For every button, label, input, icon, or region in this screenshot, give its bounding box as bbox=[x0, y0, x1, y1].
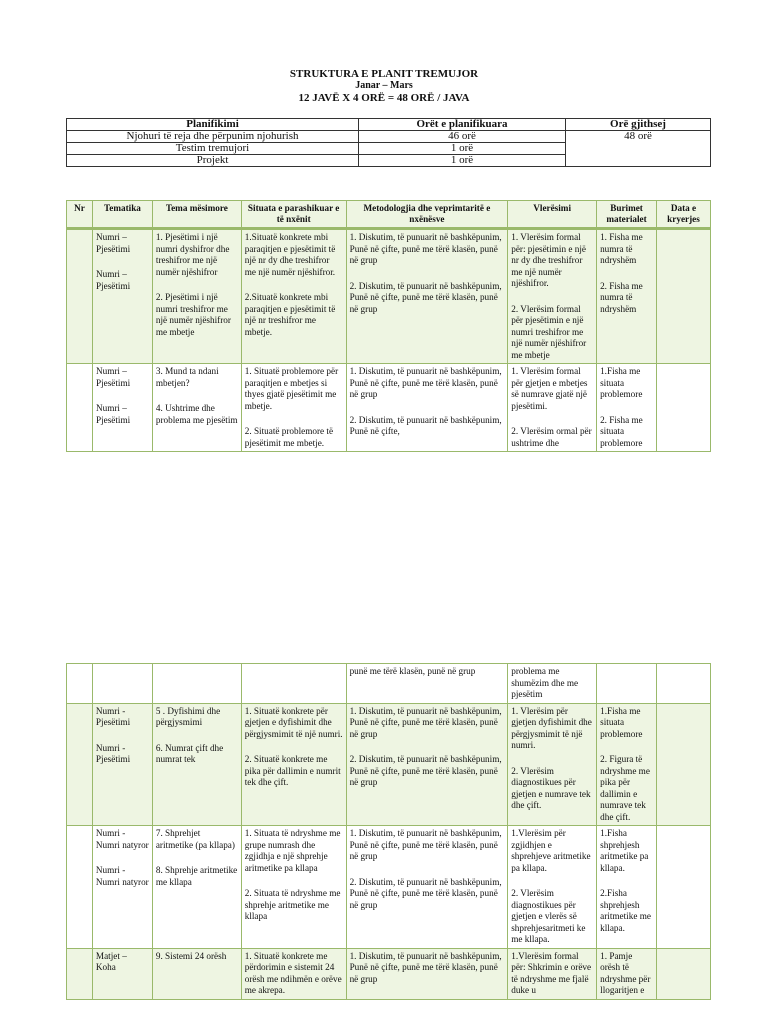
cell-text: Numri - Numri natyror bbox=[95, 828, 149, 850]
cell-tematika bbox=[92, 364, 152, 452]
table-row bbox=[67, 948, 711, 999]
cell-vleresimi bbox=[508, 703, 597, 826]
cell-nr bbox=[67, 229, 93, 364]
cell-text: 2.Situatë konkrete mbi paraqitjen e pjesëtimit të një nr treshifror me mbetje. bbox=[244, 292, 336, 337]
table-row bbox=[67, 229, 711, 364]
cell-text: 6. Numrat çift dhe numrat tek bbox=[155, 742, 224, 764]
cell-text: Numri - Pjesëtimi bbox=[95, 705, 131, 727]
cell-vleresimi bbox=[508, 364, 597, 452]
cell-text: Numri - Numri natyror bbox=[95, 865, 149, 887]
cell-text: punë me tërë klasën, punë në grup bbox=[349, 666, 476, 676]
plan-row-hours: 46 orë bbox=[359, 131, 566, 143]
cell-text: 1. Diskutim, të punuarit në bashkëpunim, Punë në çifte, punë me tërë klasën, punë në grup bbox=[349, 828, 502, 861]
cell-metodologjia bbox=[346, 826, 508, 949]
plan-header-hours: Orët e planifikuara bbox=[359, 119, 566, 131]
cell-text: 1. Situatë konkrete për gjetjen e dyfishimit dhe përgjysmimit të një numri. bbox=[244, 705, 343, 739]
cell-data bbox=[657, 948, 711, 999]
cell-text: 5 . Dyfishimi dhe përgjysmimi bbox=[155, 705, 221, 727]
table-row bbox=[67, 826, 711, 949]
cell-text: 2. Diskutim, të punuarit në bashkëpunim, Punë në çifte, punë me tërë klasën, punë në grup bbox=[349, 280, 502, 314]
cell-text: 1. Situatë problemore për paraqitjen e mbetjes si thyes gjatë pjesëtimit me mbetje. bbox=[244, 366, 339, 411]
plan-header-total: Orë gjithsej bbox=[566, 119, 711, 131]
cell-text: 2. Figura të ndryshme me pika për dallimin e numrave tek dhe çift. bbox=[600, 754, 650, 822]
table-row bbox=[67, 364, 711, 452]
table-row bbox=[67, 664, 711, 704]
col-header-metodologjia: Metodologjia dhe veprimtaritë e nxënësve bbox=[346, 201, 508, 229]
col-header-tema: Tema mësimore bbox=[152, 201, 241, 229]
plan-header-planning: Planifikimi bbox=[67, 119, 359, 131]
cell-metodologjia bbox=[346, 948, 508, 999]
cell-text: 7. Shprehjet aritmetike (pa kllapa) bbox=[155, 828, 235, 850]
cell-text: 1.Situatë konkrete mbi paraqitjen e pjesëtimit të një nr dy dhe treshifror me një numër njëshifror. bbox=[244, 232, 336, 277]
cell-burimet bbox=[597, 664, 657, 704]
cell-text: 2.Fisha shprehjesh aritmetike me kllapa. bbox=[600, 888, 651, 933]
cell-nr bbox=[67, 826, 93, 949]
title-line-1: STRUKTURA E PLANIT TREMUJOR bbox=[289, 68, 479, 80]
cell-data bbox=[657, 703, 711, 826]
table-row bbox=[67, 703, 711, 826]
cell-tema bbox=[152, 364, 241, 452]
col-header-data: Data e kryerjes bbox=[657, 201, 711, 229]
plan-row-label: Projekt bbox=[67, 155, 359, 167]
cell-text: 3. Mund ta ndani mbetjen? bbox=[155, 366, 219, 388]
cell-text: 1.Fisha me situata problemore bbox=[600, 705, 643, 739]
cell-tematika bbox=[92, 826, 152, 949]
lesson-table-part-2 bbox=[66, 663, 711, 1000]
plan-total: 48 orë bbox=[566, 131, 711, 167]
cell-metodologjia bbox=[346, 229, 508, 364]
cell-nr bbox=[67, 664, 93, 704]
cell-tema bbox=[152, 229, 241, 364]
cell-data bbox=[657, 229, 711, 364]
cell-text: 1. Situatë konkrete me përdorimin e sistemit 24 orësh me ndihmën e orëve me akrepa. bbox=[244, 950, 342, 995]
cell-text: 1. Diskutim, të punuarit në bashkëpunim, Punë në çifte, punë me tërë klasën, punë në grup bbox=[349, 232, 502, 265]
cell-text: Numri – Pjesëtimi bbox=[95, 366, 131, 388]
plan-row-label: Testim tremujori bbox=[67, 143, 359, 155]
cell-tematika bbox=[92, 229, 152, 364]
cell-metodologjia bbox=[346, 364, 508, 452]
cell-tema bbox=[152, 948, 241, 999]
cell-vleresimi bbox=[508, 948, 597, 999]
cell-text: 1. Situata të ndryshme me grupe numrash dhe zgjidhja e një shprehje aritmetike pa kllapa bbox=[244, 828, 341, 873]
cell-text: 1. Diskutim, të punuarit në bashkëpunim, Punë në çifte, punë me tërë klasën, punë në grup bbox=[349, 705, 502, 739]
cell-text: 2. Vlerësim ormal për ushtrime dhe bbox=[511, 426, 592, 448]
cell-text: 2. Vlerësim formal për pjesëtimin e një numri treshifror me një numër njëshifror me mbetje bbox=[511, 303, 587, 360]
cell-text: Numri – Pjesëtimi bbox=[95, 232, 131, 254]
cell-text: Numri – Pjesëtimi bbox=[95, 269, 131, 291]
cell-text: 1.Fisha shprehjesh aritmetike pa kllapa. bbox=[600, 828, 649, 873]
cell-text: 1.Vlerësim formal për: Shkrimin e orëve të ndryshme me fjalë duke u bbox=[511, 950, 592, 995]
col-header-nr: Nr bbox=[67, 201, 93, 229]
cell-text: 1. Vlerësim formal për gjetjen e mbetjes së numrave gjatë një pjesëtimi. bbox=[511, 366, 588, 411]
cell-metodologjia bbox=[346, 664, 508, 704]
cell-text: Numri – Pjesëtimi bbox=[95, 403, 131, 425]
cell-text: 1. Diskutim, të punuarit në bashkëpunim, Punë në çifte, punë me tërë klasën, punë në grup bbox=[349, 950, 502, 984]
cell-text: 2. Diskutim, të punuarit në bashkëpunim, Punë në çifte, punë me tërë klasën, punë në grup bbox=[349, 754, 502, 787]
cell-text: 2. Vlerësim diagnostikues për gjetjen e vlerës së shprehjesaritmeti ke me kllapa. bbox=[511, 888, 586, 944]
title-line-2: Janar – Mars bbox=[355, 80, 413, 91]
cell-text: 2. Pjesëtimi i një numri treshifror me një numër njëshifror me mbetje bbox=[155, 292, 231, 337]
cell-tema bbox=[152, 703, 241, 826]
lesson-table-part-1 bbox=[66, 200, 711, 452]
cell-nr bbox=[67, 364, 93, 452]
document-title bbox=[0, 68, 768, 104]
plan-row-label: Njohuri të reja dhe përpunim njohurish bbox=[67, 131, 359, 143]
col-header-situata: Situata e parashikuar e të nxënit bbox=[241, 201, 346, 229]
cell-burimet bbox=[597, 229, 657, 364]
cell-text: 2. Diskutim, të punuarit në bashkëpunim, Punë në çifte, punë me tërë klasën, punë në grup bbox=[349, 876, 502, 910]
cell-nr bbox=[67, 703, 93, 826]
cell-vleresimi bbox=[508, 229, 597, 364]
cell-text: 2. Diskutim, të punuarit në bashkëpunim, Punë në çifte, bbox=[349, 414, 502, 436]
cell-text: Numri - Pjesëtimi bbox=[95, 742, 131, 764]
cell-vleresimi bbox=[508, 826, 597, 949]
cell-data bbox=[657, 364, 711, 452]
cell-text: 1. Vlerësim për gjetjen dyfishimit dhe përgjysmimit të një numri. bbox=[511, 705, 592, 750]
cell-text: 2. Situata të ndryshme me shprehje aritmetike me kllapa bbox=[244, 888, 341, 921]
cell-tema bbox=[152, 664, 241, 704]
cell-situata bbox=[241, 229, 346, 364]
cell-text: 2. Fisha me situata problemore bbox=[600, 414, 643, 448]
cell-situata bbox=[241, 364, 346, 452]
col-header-tematika: Tematika bbox=[92, 201, 152, 229]
cell-tematika bbox=[92, 703, 152, 826]
cell-burimet bbox=[597, 703, 657, 826]
planning-table bbox=[66, 118, 711, 167]
cell-text: 8. Shprehje aritmetike me kllapa bbox=[155, 865, 238, 887]
plan-row-hours: 1 orë bbox=[359, 155, 566, 167]
cell-burimet bbox=[597, 364, 657, 452]
title-line-3: 12 JAVË X 4 ORË = 48 ORË / JAVA bbox=[298, 92, 470, 104]
cell-text: 1. Pjesëtimi i një numri dyshifror dhe treshifror me një numër njëshifror bbox=[155, 232, 230, 277]
cell-text: 9. Sistemi 24 orësh bbox=[155, 950, 227, 961]
cell-text: 2. Fisha me numra të ndryshëm bbox=[600, 280, 643, 314]
col-header-burimet: Burimet materialet bbox=[597, 201, 657, 229]
cell-text: 1.Vlerësim për zgjidhjen e shprehjeve aritmetike pa kllapa. bbox=[511, 828, 591, 873]
cell-text: 2. Situatë konkrete me pika për dallimin e numrit tek dhe çift. bbox=[244, 754, 341, 787]
cell-situata bbox=[241, 664, 346, 704]
cell-vleresimi bbox=[508, 664, 597, 704]
cell-text: 1. Vlerësim formal për: pjesëtimin e një nr dy dhe treshifror me një numër njëshifror. bbox=[511, 232, 586, 288]
cell-text: 2. Situatë problemore të pjesëtimit me mbetje. bbox=[244, 426, 334, 448]
cell-text: Matjet – Koha bbox=[95, 950, 127, 972]
cell-tematika bbox=[92, 664, 152, 704]
cell-situata bbox=[241, 826, 346, 949]
cell-data bbox=[657, 826, 711, 949]
cell-metodologjia bbox=[346, 703, 508, 826]
cell-tema bbox=[152, 826, 241, 949]
cell-data bbox=[657, 664, 711, 704]
cell-burimet bbox=[597, 826, 657, 949]
cell-nr bbox=[67, 948, 93, 999]
cell-text: 1. Pamje orësh të ndryshme për llogaritjen e bbox=[600, 950, 651, 995]
cell-situata bbox=[241, 948, 346, 999]
cell-burimet bbox=[597, 948, 657, 999]
cell-text: 2. Vlerësim diagnostikues për gjetjen e numrave tek dhe çift. bbox=[511, 765, 591, 810]
cell-text: 1. Diskutim, të punuarit në bashkëpunim, Punë në çifte, punë me tërë klasën, punë në grup bbox=[349, 366, 502, 399]
cell-tematika bbox=[92, 948, 152, 999]
cell-text: 1.Fisha me situata problemore bbox=[600, 366, 643, 399]
cell-text: problema me shumëzim dhe me pjesëtim bbox=[511, 666, 579, 699]
cell-text: 1. Fisha me numra të ndryshëm bbox=[600, 232, 643, 265]
cell-text: 4. Ushtrime dhe problema me pjesëtim bbox=[155, 403, 238, 425]
cell-situata bbox=[241, 703, 346, 826]
col-header-vleresimi: Vlerësimi bbox=[508, 201, 597, 229]
plan-row-hours: 1 orë bbox=[359, 143, 566, 155]
